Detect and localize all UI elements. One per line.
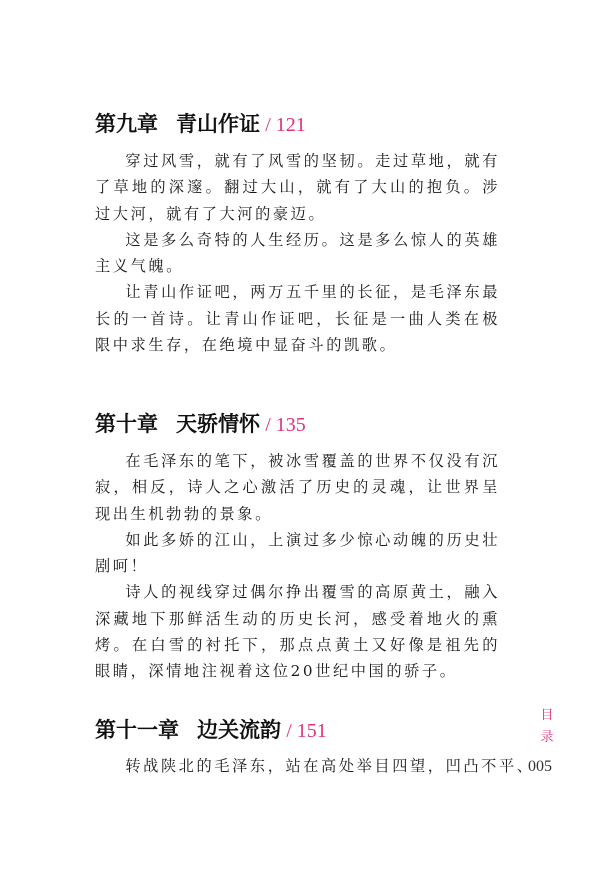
chapter-page-ref[interactable]: / 121	[265, 114, 306, 136]
toc-side-char: 目	[540, 708, 554, 723]
chapter-page-ref[interactable]: / 151	[286, 720, 327, 742]
page-number: 005	[528, 758, 552, 775]
chapter-paragraph: 诗人的视线穿过偶尔挣出覆雪的高原黄土，融入深藏地下那鲜活生动的历史长河，感受着地火的熏烤。在白雪的衬托下，那点点黄土又好像是祖先的眼睛，深情地注视着这位20世纪中国的骄子。	[95, 583, 500, 681]
chapter-page-ref[interactable]: / 135	[265, 414, 306, 436]
toc-side-label	[537, 705, 557, 749]
chapter-heading	[95, 718, 500, 743]
chapter-paragraph: 在毛泽东的笔下，被冰雪覆盖的世界不仅没有沉寂，相反，诗人之心激活了历史的灵魂，让世界呈现出生机勃勃的景象。	[95, 452, 500, 523]
chapter-paragraph: 让青山作证吧，两万五千里的长征，是毛泽东最长的一首诗。让青山作证吧，长征是一曲人类在极限中求生存，在绝境中显奋斗的凯歌。	[95, 283, 500, 355]
chapter-title: 边关流韵	[197, 718, 281, 742]
chapter-number: 第十一章	[95, 718, 179, 742]
chapter-paragraph: 这是多么奇特的人生经历。这是多么惊人的英雄主义气魄。	[95, 230, 500, 276]
chapter-9	[95, 112, 500, 358]
chapter-paragraph: 穿过风雪，就有了风雪的坚韧。走过草地，就有了草地的深邃。翻过大山，就有了大山的抱负。涉过大河，就有了大河的豪迈。	[95, 152, 500, 223]
chapter-heading	[95, 112, 500, 137]
chapter-title: 青山作证	[176, 112, 260, 136]
chapter-number: 第九章	[95, 112, 158, 136]
chapter-number: 第十章	[95, 412, 158, 436]
chapter-paragraph: 转战陕北的毛泽东，站在高处举目四望，凹凸不平、	[125, 757, 535, 775]
toc-side-char: 录	[540, 730, 554, 745]
chapter-paragraph: 如此多娇的江山，上演过多少惊心动魄的历史壮剧呵！	[95, 530, 500, 576]
chapter-11	[95, 718, 535, 779]
chapter-10	[95, 412, 500, 685]
chapter-title: 天骄情怀	[176, 412, 260, 436]
chapter-heading	[95, 412, 500, 437]
